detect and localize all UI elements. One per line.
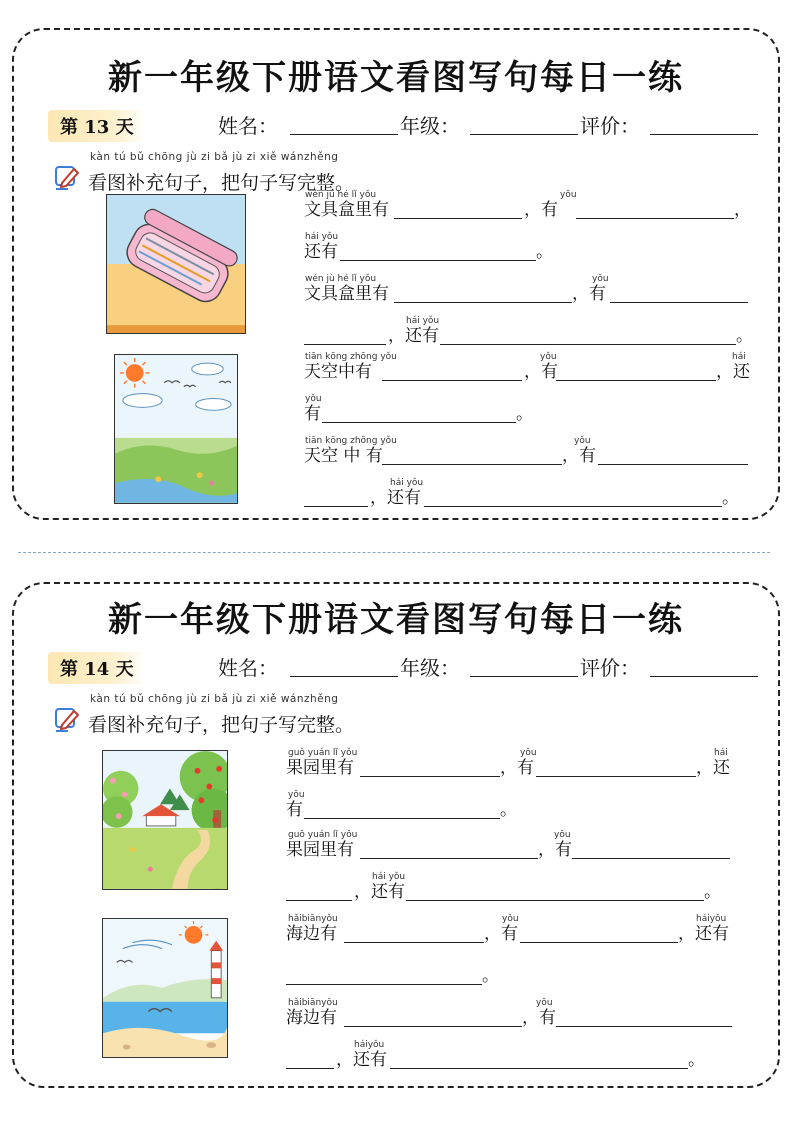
answer-blank[interactable] xyxy=(344,942,484,943)
sentence-start: 天空 中 有 xyxy=(304,446,383,466)
answer-blank[interactable] xyxy=(556,1026,732,1027)
pencil-case-picture xyxy=(106,194,246,334)
answer-blank[interactable] xyxy=(520,942,678,943)
answer-blank[interactable] xyxy=(406,900,704,901)
pinyin-line: tiān kōng zhōng yǒu xyxy=(305,352,397,362)
pinyin-line: yǒu xyxy=(520,748,537,758)
sentence-end: 。 xyxy=(536,242,553,262)
pinyin-line: yǒu xyxy=(592,274,609,284)
sentence-middle: ，有 xyxy=(524,362,558,382)
pinyin-line: yǒu xyxy=(574,436,591,446)
pencil-icon xyxy=(54,706,80,732)
sentence-middle: ，有 xyxy=(500,758,534,778)
pinyin-line: hái yǒu xyxy=(390,478,424,488)
pinyin-line: hái xyxy=(732,352,746,362)
sentence-middle: ，有 xyxy=(524,200,558,220)
sentence-middle: ，还有 xyxy=(336,1050,387,1070)
eval-field[interactable] xyxy=(650,134,758,135)
answer-blank[interactable] xyxy=(286,1068,334,1069)
eval-label: 评价： xyxy=(580,656,640,680)
pinyin-line: hái yǒu xyxy=(406,316,440,326)
worksheet-title: 新一年级下册语文看图写句每日一练 xyxy=(108,600,684,640)
pinyin-line: hái yǒu xyxy=(305,232,339,242)
answer-blank[interactable] xyxy=(304,344,386,345)
answer-blank[interactable] xyxy=(344,1026,522,1027)
sentence-start: 海边有 xyxy=(286,1008,337,1028)
grade-label: 年级： xyxy=(400,114,460,138)
answer-blank[interactable] xyxy=(286,900,352,901)
answer-blank[interactable] xyxy=(322,422,516,423)
sentence-middle: ，还有 xyxy=(388,326,439,346)
sentence-start: 文具盒里有 xyxy=(304,284,389,304)
sentence-end: 。 xyxy=(688,1050,705,1070)
answer-blank[interactable] xyxy=(390,1068,688,1069)
answer-blank[interactable] xyxy=(394,218,522,219)
worksheet-card-day14 xyxy=(12,582,780,1088)
answer-blank[interactable] xyxy=(340,260,536,261)
worksheet-card-day13 xyxy=(12,28,780,520)
pinyin-line: háiyǒu xyxy=(354,1040,385,1050)
answer-blank[interactable] xyxy=(360,858,538,859)
pinyin-line: wén jù hé lǐ yǒu xyxy=(305,274,377,284)
answer-blank[interactable] xyxy=(382,464,562,465)
answer-blank[interactable] xyxy=(610,302,748,303)
answer-blank[interactable] xyxy=(394,302,572,303)
eval-label: 评价： xyxy=(580,114,640,138)
pinyin-line: yǒu xyxy=(560,190,577,200)
sentence-end: 。 xyxy=(500,800,517,820)
pinyin-line: yǒu xyxy=(288,790,305,800)
grade-field[interactable] xyxy=(470,676,578,677)
day-badge: 第 14 天 xyxy=(48,652,146,684)
day-badge: 第 13 天 xyxy=(48,110,146,142)
sentence-start: 果园里有 xyxy=(286,758,354,778)
sentence-middle: ，还有 xyxy=(370,488,421,508)
answer-blank[interactable] xyxy=(576,218,734,219)
sentence-end: 。 xyxy=(722,488,739,508)
pinyin-line: yǒu xyxy=(540,352,557,362)
answer-blank[interactable] xyxy=(304,818,500,819)
answer-blank[interactable] xyxy=(556,380,716,381)
worksheet-title: 新一年级下册语文看图写句每日一练 xyxy=(108,58,684,98)
sky-picture xyxy=(114,354,238,504)
pinyin-line: hǎibiānyǒu xyxy=(288,998,338,1008)
sentence-tail: ，还 xyxy=(716,362,750,382)
pinyin-line: hái yǒu xyxy=(372,872,406,882)
pinyin-line: yǒu xyxy=(554,830,571,840)
sentence-middle: ，有 xyxy=(538,840,572,860)
answer-blank[interactable] xyxy=(572,858,730,859)
eval-field[interactable] xyxy=(650,676,758,677)
sentence-tail: 有 xyxy=(286,800,303,820)
name-label: 姓名： xyxy=(218,656,278,680)
instruction-pinyin: kàn tú bǔ chōng jù zi bǎ jù zi xiě wánzhěng xyxy=(90,151,339,163)
pinyin-line: yǒu xyxy=(305,394,322,404)
sentence-tail: ，还有 xyxy=(678,924,729,944)
answer-blank[interactable] xyxy=(536,776,696,777)
page-divider xyxy=(18,552,770,553)
sentence-end: 。 xyxy=(704,882,721,902)
sentence-start: 文具盒里有 xyxy=(304,200,389,220)
pinyin-line: tiān kōng zhōng yǒu xyxy=(305,436,397,446)
answer-blank[interactable] xyxy=(382,380,522,381)
answer-blank[interactable] xyxy=(598,464,748,465)
sentence-end: 。 xyxy=(482,966,499,986)
pinyin-line: hǎibiānyǒu xyxy=(288,914,338,924)
name-field[interactable] xyxy=(290,134,398,135)
instruction-pinyin: kàn tú bǔ chōng jù zi bǎ jù zi xiě wánzhěng xyxy=(90,693,339,705)
sentence-middle: ，还有 xyxy=(354,882,405,902)
answer-blank[interactable] xyxy=(286,984,482,985)
answer-blank[interactable] xyxy=(304,506,368,507)
sentence-start: 海边有 xyxy=(286,924,337,944)
pinyin-line: háiyǒu xyxy=(696,914,727,924)
answer-blank[interactable] xyxy=(424,506,722,507)
pinyin-line: wén jù hé lǐ yǒu xyxy=(305,190,377,200)
pinyin-line: yǒu xyxy=(536,998,553,1008)
sentence-middle: ，有 xyxy=(484,924,518,944)
sentence-comma: ， xyxy=(734,200,751,220)
orchard-picture xyxy=(102,750,228,890)
pencil-icon xyxy=(54,164,80,190)
sentence-middle: ，有 xyxy=(522,1008,556,1028)
instruction-text: 看图补充句子，把句子写完整。 xyxy=(88,172,355,194)
pinyin-line: yǒu xyxy=(502,914,519,924)
sentence-middle: ，有 xyxy=(562,446,596,466)
answer-blank[interactable] xyxy=(440,344,736,345)
answer-blank[interactable] xyxy=(360,776,500,777)
pinyin-line: hái xyxy=(714,748,728,758)
sentence-start: 天空中有 xyxy=(304,362,372,382)
instruction-text: 看图补充句子，把句子写完整。 xyxy=(88,714,355,736)
pinyin-line: guǒ yuán lǐ yǒu xyxy=(288,748,358,758)
name-label: 姓名： xyxy=(218,114,278,138)
sentence-tail: 还有 xyxy=(304,242,338,262)
sentence-end: 。 xyxy=(736,326,753,346)
pinyin-line: guǒ yuán lǐ yǒu xyxy=(288,830,358,840)
seaside-picture xyxy=(102,918,228,1058)
grade-field[interactable] xyxy=(470,134,578,135)
name-field[interactable] xyxy=(290,676,398,677)
grade-label: 年级： xyxy=(400,656,460,680)
sentence-tail: ，还 xyxy=(696,758,730,778)
sentence-start: 果园里有 xyxy=(286,840,354,860)
sentence-end: 。 xyxy=(516,404,533,424)
sentence-tail: 有 xyxy=(304,404,321,424)
sentence-middle: ，有 xyxy=(572,284,606,304)
